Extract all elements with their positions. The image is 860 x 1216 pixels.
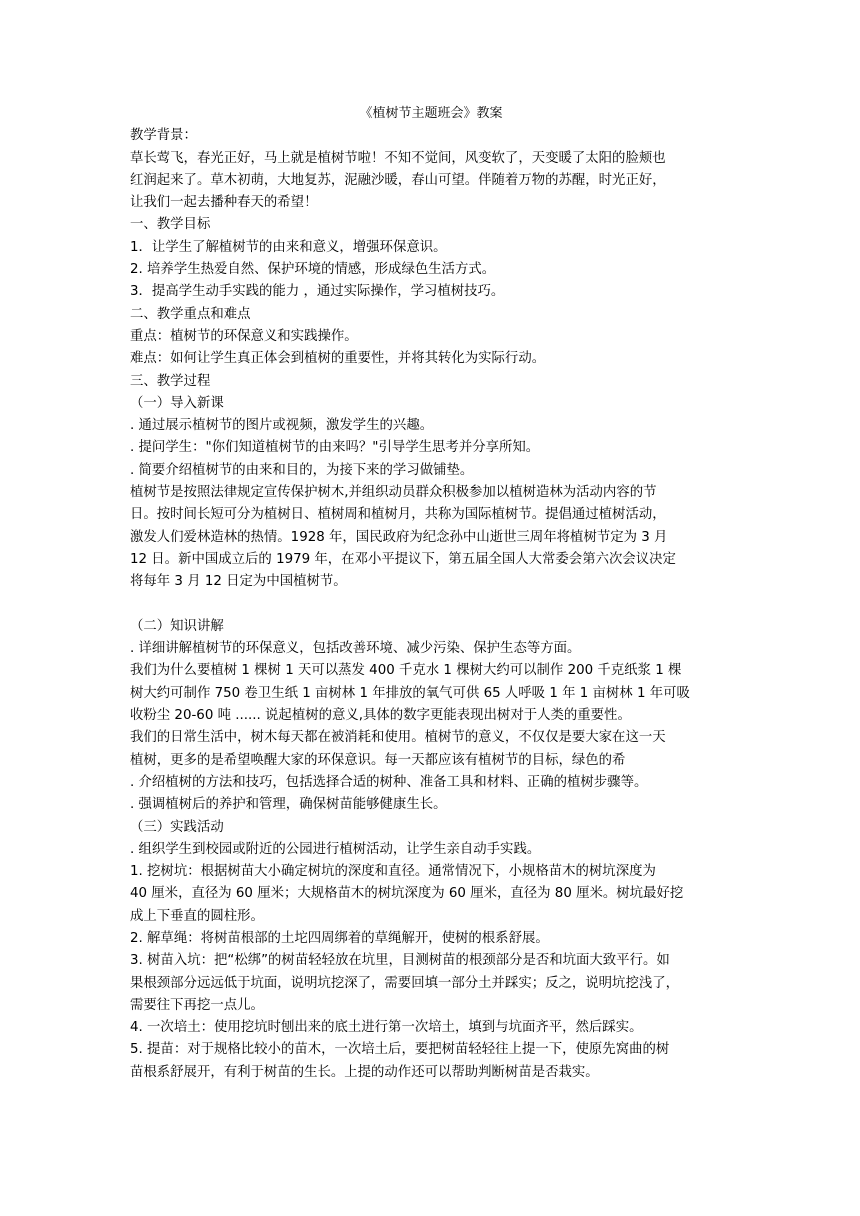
text-line: . 组织学生到校园或附近的公园进行植树活动，让学生亲自动手实践。	[130, 841, 541, 857]
text-line: 将每年 3 月 12 日定为中国植树节。	[130, 574, 347, 590]
text-line: 树大约可制作 750 卷卫生纸 1 亩树林 1 年排放的氧气可供 65 人呼吸 1 年 1 亩树林 1 年可吸	[130, 685, 690, 701]
text-line: 3. 树苗入坑：把“松绑”的树苗轻轻放在坑里，目测树苗的根颈部分是否和坑面大致平行。如	[130, 953, 670, 969]
text-line: 三、教学过程	[130, 373, 211, 389]
text-line: 植树，更多的是希望唤醒大家的环保意识。每一天都应该有植树节的目标，绿色的希	[130, 752, 626, 768]
text-line: 一、教学目标	[130, 217, 211, 233]
text-line: 3．提高学生动手实践的能力 ，通过实际操作，学习植树技巧。	[130, 284, 505, 300]
text-line: 二、教学重点和难点	[130, 306, 251, 322]
text-line: 2. 培养学生热爱自然、保护环境的情感，形成绿色生活方式。	[130, 262, 496, 278]
text-line: 重点：植树节的环保意义和实践操作。	[130, 328, 358, 344]
blank-line	[130, 594, 732, 616]
text-line: 草长莺飞，春光正好，马上就是植树节啦！不知不觉间，风变软了，天变暖了太阳的脸颊也	[130, 150, 666, 166]
text-line: . 简要介绍植树节的由来和目的，为接下来的学习做铺垫。	[130, 462, 474, 478]
text-line: . 提问学生："你们知道植树节的由来吗？"引导学生思考并分享所知。	[130, 440, 540, 456]
text-line: 成上下垂直的圆柱形。	[130, 908, 264, 924]
text-line: 果根颈部分远远低于坑面，说明坑挖深了，需要回填一部分土并踩实；反之，说明坑挖浅了，	[130, 975, 680, 991]
text-line: 收粉尘 20-60 吨 ...... 说起植树的意义,具体的数字更能表现出树对于人类的重要性。	[130, 708, 631, 724]
text-line: 12 日。新中国成立后的 1979 年，在邓小平提议下，第五届全国人大常委会第六次会议决定	[130, 551, 676, 567]
text-line: 我们为什么要植树 1 棵树 1 天可以蒸发 400 千克水 1 棵树大约可以制作 200 千克纸浆 1 棵	[130, 663, 682, 679]
document-body	[130, 125, 732, 1084]
text-line: 让我们一起去播种春天的希望！	[130, 195, 318, 211]
text-line: 日。按时间长短可分为植树日、植树周和植树月，共称为国际植树节。提倡通过植树活动，	[130, 507, 666, 523]
text-line: （二）知识讲解	[130, 618, 224, 634]
text-line: . 详细讲解植树节的环保意义，包括改善环境、减少污染、保护生态等方面。	[130, 641, 581, 657]
text-line: 教学背景：	[130, 128, 197, 144]
text-line: （三）实践活动	[130, 819, 224, 835]
text-line: 我们的日常生活中，树木每天都在被消耗和使用。植树节的意义，不仅仅是要大家在这一天	[130, 730, 666, 746]
text-line: 植树节是按照法律规定宣传保护树木,并组织动员群众积极参加以植树造林为活动内容的节	[130, 485, 657, 501]
text-line: 红润起来了。草木初萌，大地复苏，泥融沙暖，春山可望。伴随着万物的苏醒，时光正好，	[130, 172, 666, 188]
text-line: 1．让学生了解植树节的由来和意义，增强环保意识。	[130, 239, 447, 255]
text-line: 1. 挖树坑：根据树苗大小确定树坑的深度和直径。通常情况下，小规格苗木的树坑深度为	[130, 864, 656, 880]
text-line: 2. 解草绳：将树苗根部的土坨四周绑着的草绳解开，使树的根系舒展。	[130, 930, 549, 946]
text-line: （一）导入新课	[130, 395, 224, 411]
text-line: 5. 提苗：对于规格比较小的苗木，一次培土后，要把树苗轻轻往上提一下，使原先窝曲的树	[130, 1042, 670, 1058]
text-line: . 强调植树后的养护和管理，确保树苗能够健康生长。	[130, 797, 447, 813]
text-line: 4. 一次培土：使用挖坑时刨出来的底土进行第一次培土，填到与坑面齐平，然后踩实。	[130, 1020, 643, 1036]
text-line: . 介绍植树的方法和技巧，包括选择合适的树种、准备工具和材料、正确的植树步骤等。	[130, 774, 648, 790]
text-line: 需要往下再挖一点儿。	[130, 997, 264, 1013]
text-line: 难点：如何让学生真正体会到植树的重要性，并将其转化为实际行动。	[130, 351, 546, 367]
text-line: 40 厘米，直径为 60 厘米；大规格苗木的树坑深度为 60 厘米，直径为 80 厘米。树坑最好挖	[130, 886, 684, 902]
text-line: 苗根系舒展开，有利于树苗的生长。上提的动作还可以帮助判断树苗是否栽实。	[130, 1064, 599, 1080]
text-line: 激发人们爱林造林的热情。1928 年，国民政府为纪念孙中山逝世三周年将植树节定为 3 月	[130, 529, 668, 545]
document-title: 《植树节主题班会》教案	[359, 106, 503, 121]
text-line: . 通过展示植树节的图片或视频，激发学生的兴趣。	[130, 418, 434, 434]
